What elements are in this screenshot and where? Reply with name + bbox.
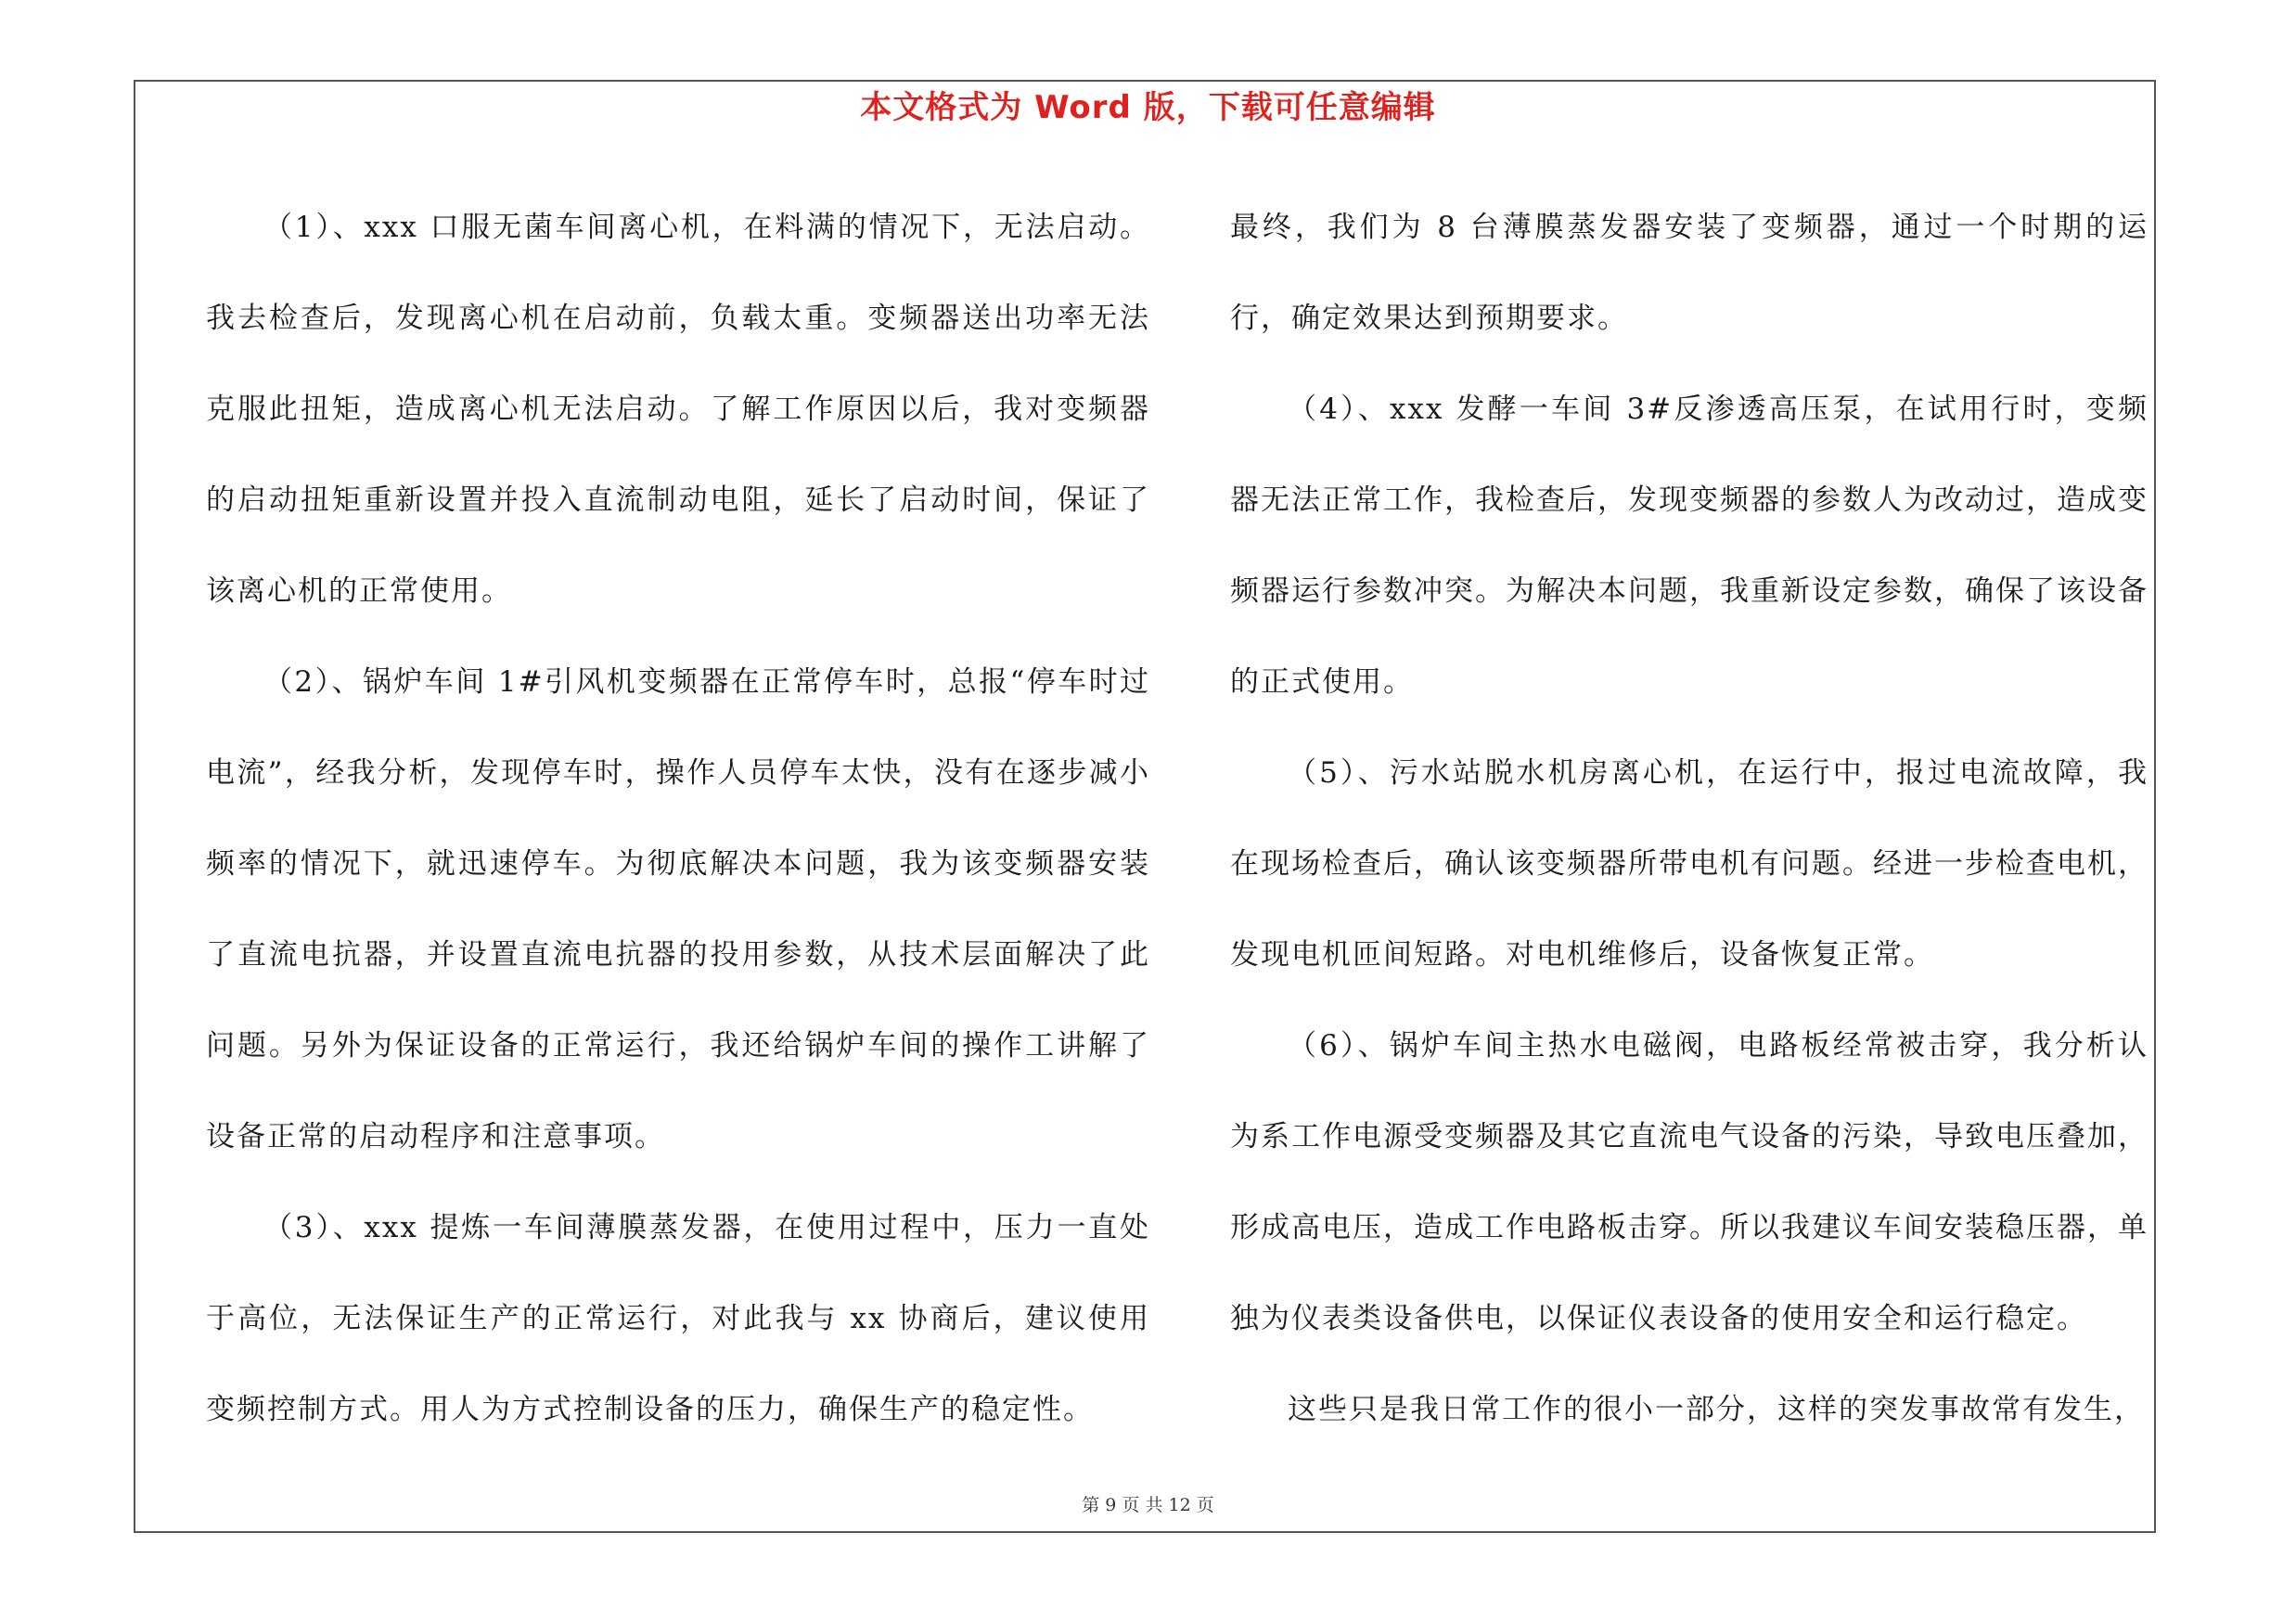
format-notice-banner: 本文格式为 Word 版，下载可任意编辑 <box>860 89 1436 126</box>
paragraph-3-continuation: 最终，我们为 8 台薄膜蒸发器安装了变频器，通过一个时期的运行，确定效果达到预期要求。 <box>1230 211 2148 335</box>
paragraph-1: （1）、xxx 口服无菌车间离心机，在料满的情况下，无法启动。我去检查后，发现离心机在启动前，负载太重。变频器送出功率无法克服此扭矩，造成离心机无法启动。了解工作原因以后，我对变频器的启动扭矩重新设置并投入直流制动电阻，延长了启动时间，保证了该离心机的正常使用。 <box>206 211 1150 608</box>
paragraph-6: （6）、锅炉车间主热水电磁阀，电路板经常被击穿，我分析认为系工作电源受变频器及其它直流电气设备的污染，导致电压叠加，形成高电压，造成工作电路板击穿。所以我建议车间安装稳压器，单独为仪表类设备供电，以保证仪表设备的使用安全和运行稳定。 <box>1230 1029 2148 1335</box>
right-text-column <box>1230 182 2148 1455</box>
paragraph-2: （2）、锅炉车间 1#引风机变频器在正常停车时，总报“停车时过电流”，经我分析，发现停车时，操作人员停车太快，没有在逐步减小频率的情况下，就迅速停车。为彻底解决本问题，我为该变频器安装了直流电抗器，并设置直流电抗器的投用参数，从技术层面解决了此问题。另外为保证设备的正常运行，我还给锅炉车间的操作工讲解了设备正常的启动程序和注意事项。 <box>206 665 1150 1153</box>
paragraph-5: （5）、污水站脱水机房离心机，在运行中，报过电流故障，我在现场检查后，确认该变频器所带电机有问题。经进一步检查电机，发现电机匝间短路。对电机维修后，设备恢复正常。 <box>1230 756 2148 972</box>
paragraph-7: 这些只是我日常工作的很小一部分，这样的突发事故常有发生， <box>1288 1393 2145 1426</box>
left-text-column <box>206 182 1150 1455</box>
paragraph-3: （3）、xxx 提炼一车间薄膜蒸发器，在使用过程中，压力一直处于高位，无法保证生产的正常运行，对此我与 xx 协商后，建议使用变频控制方式。用人为方式控制设备的压力，确保生产的稳定性。 <box>206 1211 1150 1426</box>
page-number-footer: 第 9 页 共 12 页 <box>1082 1495 1214 1515</box>
paragraph-4: （4）、xxx 发酵一车间 3#反渗透高压泵，在试用行时，变频器无法正常工作，我检查后，发现变频器的参数人为改动过，造成变频器运行参数冲突。为解决本问题，我重新设定参数，确保了该设备的正式使用。 <box>1230 393 2148 699</box>
